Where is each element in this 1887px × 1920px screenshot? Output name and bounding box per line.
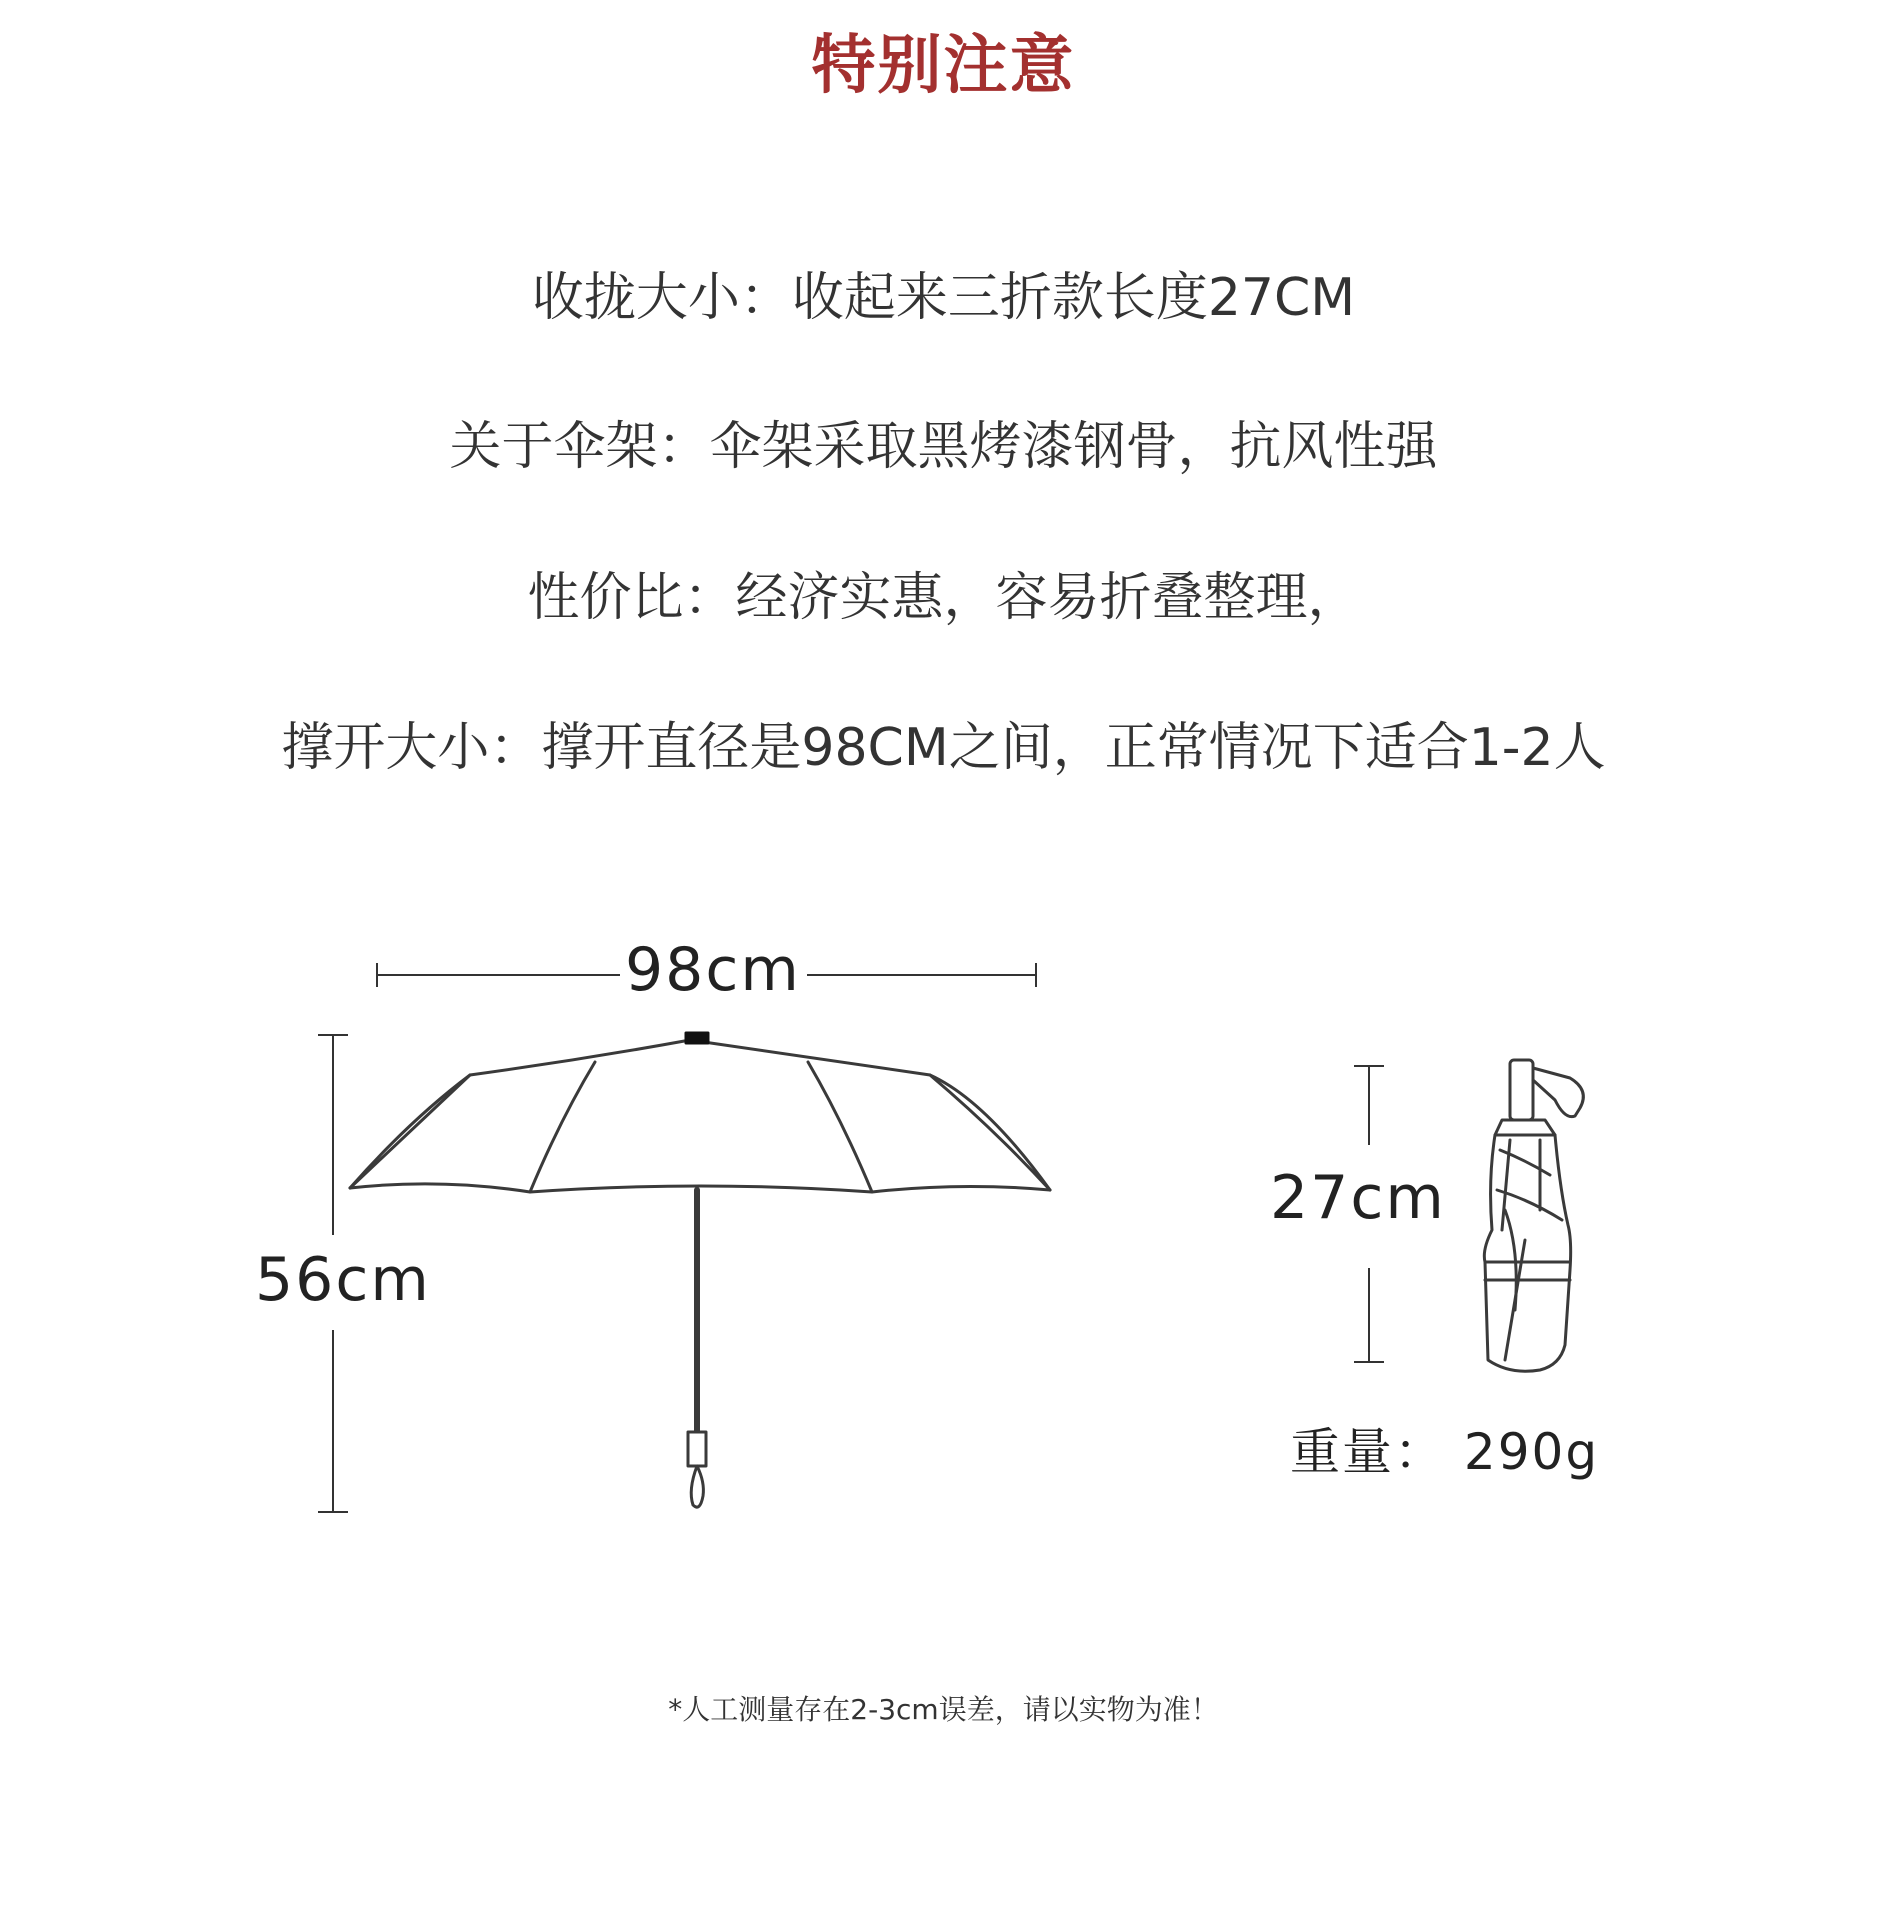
open-width-label: 98cm	[625, 935, 801, 1005]
open-height-label: 56cm	[255, 1245, 431, 1315]
measurement-note: *人工测量存在2-3cm误差，请以实物为准！	[668, 1693, 1219, 1726]
folded-umbrella-icon	[1484, 1060, 1583, 1371]
spec-open-size: 撑开大小：撑开直径是98CM之间，正常情况下适合1-2人	[281, 718, 1606, 778]
spec-frame: 关于伞架：伞架采取黑烤漆钢骨，抗风性强	[449, 417, 1438, 477]
page-title: 特别注意	[811, 29, 1076, 103]
folded-length-label: 27cm	[1270, 1163, 1446, 1233]
spec-folded-size: 收拢大小：收起来三折款长度27CM	[531, 268, 1356, 328]
spec-value: 性价比：经济实惠，容易折叠整理，	[527, 568, 1360, 628]
weight-label: 重量： 290g	[1290, 1423, 1600, 1481]
open-umbrella-icon	[350, 1033, 1050, 1507]
